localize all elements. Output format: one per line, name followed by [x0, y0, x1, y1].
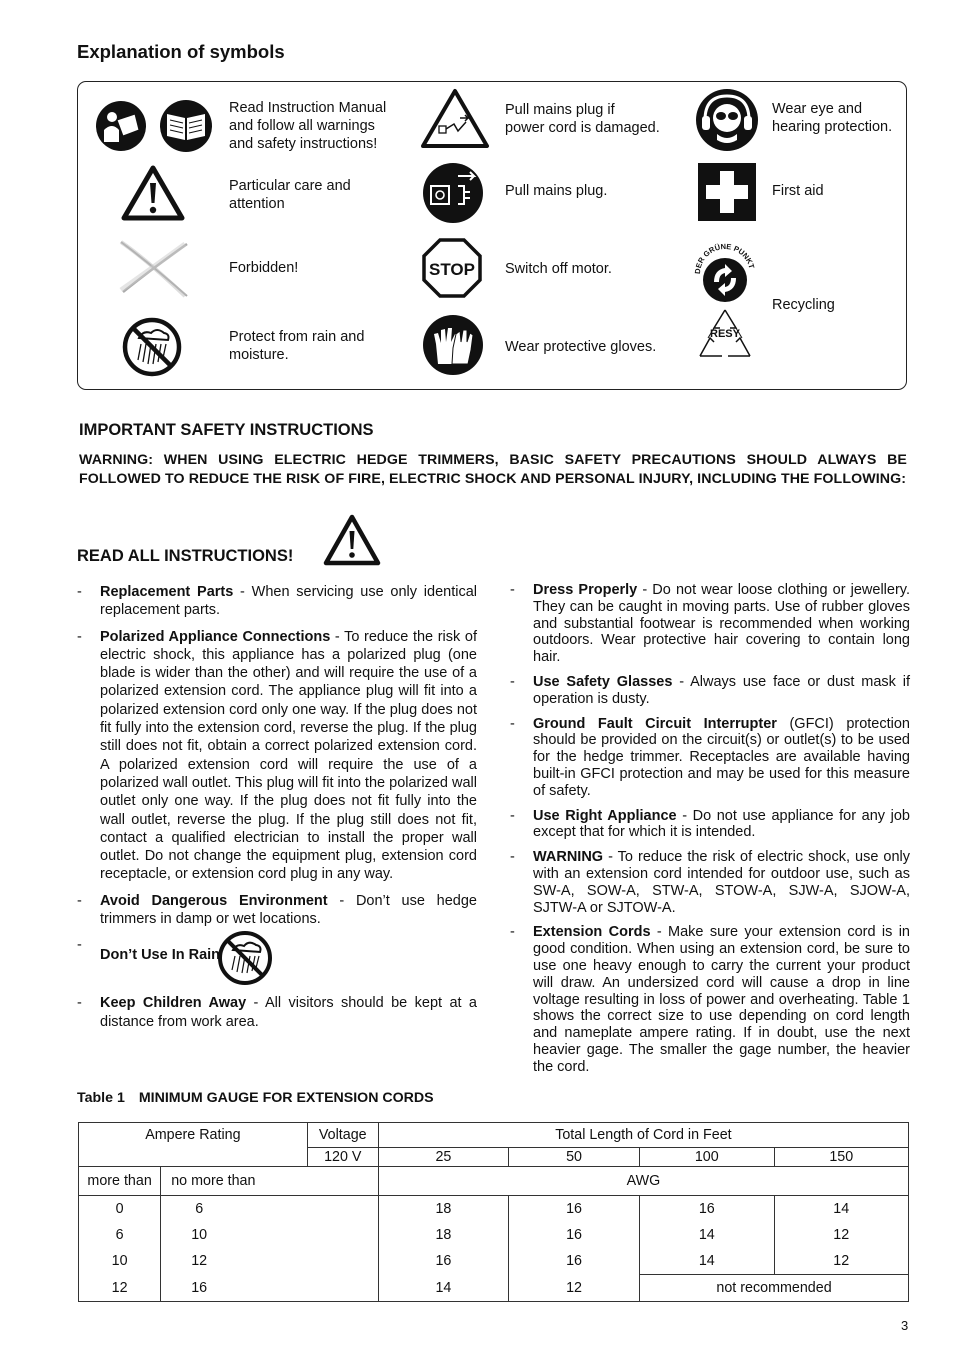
stop-sign-icon — [422, 238, 482, 298]
table-header-row — [79, 1123, 909, 1148]
recycling-label: Recycling — [772, 297, 835, 313]
page-number: 3 — [901, 1318, 909, 1333]
item-text: - Do not use appliance for any job except that for which it is intended. — [533, 807, 910, 841]
gauge-table — [78, 1122, 909, 1302]
important-title: IMPORTANT SAFETY INSTRUCTIONS — [79, 421, 374, 439]
item-text: - Always use face or dust mask if operation is dusty. — [533, 673, 910, 707]
warning-paragraph: WARNING: WHEN USING ELECTRIC HEDGE TRIMMERS, BASIC SAFETY PRECAUTIONS SHOULD ALWAYS BE FOLLOWED TO REDUCE THE RISK OF FIRE, ELECTRIC SHOCK AND PERSONAL INJURY, INCLUDING THE FOLLOWING: — [79, 452, 907, 487]
table-subheader-row — [79, 1167, 909, 1196]
list-item — [510, 716, 910, 800]
table-caption-text: MINIMUM GAUGE FOR EXTENSION CORDS — [138, 1090, 434, 1106]
first-aid-label: First aid — [772, 183, 824, 199]
stop-sign-text: STOP — [429, 260, 475, 279]
no-rain-icon — [121, 316, 183, 378]
list-item — [77, 936, 477, 984]
table-cell: 16 — [378, 1248, 508, 1275]
table-cell: 12 — [774, 1248, 909, 1275]
list-item — [77, 628, 477, 884]
list-item — [510, 808, 910, 842]
item-text: - When servicing use only identical replacement parts. — [100, 584, 477, 619]
item-title: Dress Properly — [533, 582, 638, 598]
item-title: Avoid Dangerous Environment — [100, 892, 328, 909]
warning-triangle-icon — [121, 165, 185, 221]
table-cell: 16 — [508, 1222, 639, 1248]
item-text: - To reduce the risk of electric shock, this appliance has a polarized plug (one blade is wider than the other) and will require the use of a polarized extension cord. The appliance plug will fit into a polarized extension cord only one way. If the plug does not fit fully into the extension cord, reverse the plug. If the plug still does not fit, obtain a correct polarized extension cord. A polarized extension cord will require the use of a polarized wall outlet. This plug will fit into the polarized wall outlet only one way. If the plug does not fit fully into the wall outlet, reverse the plug. If the plug still does not fit, contact a qualified electrician to install the proper wall outlet. Do not change the equipment plug, extension cord receptacle, or extension cord plug in any way. — [100, 628, 477, 883]
table-cell: 18 — [378, 1196, 508, 1223]
item-text: - Don’t use hedge trimmers in damp or wet locations. — [100, 892, 477, 928]
gruene-punkt-text: DER GRÜNE PUNKT — [692, 242, 757, 275]
table-cell: 10 — [161, 1222, 379, 1248]
right-instruction-list — [510, 582, 910, 1084]
list-item — [510, 582, 910, 666]
section-title: Explanation of symbols — [77, 41, 285, 62]
eye-hearing-protection-icon — [695, 88, 759, 152]
header-total-length: Total Length of Cord in Feet — [378, 1123, 908, 1148]
table-row — [79, 1196, 909, 1223]
rain-label: Protect from rain and moisture. — [229, 329, 365, 363]
table-row — [79, 1248, 909, 1275]
table-cell: 14 — [774, 1196, 909, 1223]
item-text: (GFCI) protection should be provided on the circuit(s) or outlet(s) to be used for the hedge trimmer. Receptacles are available having built-in GFCI protection and may be used for this measure of safety. — [533, 715, 910, 799]
eye-hearing-label: Wear eye and hearing protection. — [772, 101, 893, 135]
table-cell: 18 — [378, 1222, 508, 1248]
list-item — [77, 892, 477, 929]
read-manual-icon — [95, 100, 215, 154]
header-no-more-than: no more than — [161, 1167, 379, 1196]
first-aid-icon — [698, 163, 756, 221]
pull-plug-damaged-label: Pull mains plug if power cord is damaged. — [505, 102, 660, 136]
item-title: Ground Fault Circuit Interrupter — [533, 715, 777, 732]
no-rain-icon — [217, 930, 273, 986]
table-cell: 12 — [508, 1275, 639, 1302]
length-cell: 100 — [640, 1148, 774, 1167]
item-title: Replacement Parts — [100, 584, 234, 600]
table-caption — [77, 1090, 448, 1106]
forbidden-label: Forbidden! — [229, 260, 299, 276]
length-cell: 50 — [508, 1148, 639, 1167]
item-title: Extension Cords — [533, 924, 651, 941]
table-cell: 6 — [161, 1196, 379, 1223]
table-cell: 14 — [378, 1275, 508, 1302]
care-label: Particular care and attention — [229, 178, 351, 212]
length-cell: 25 — [378, 1148, 508, 1167]
table-cell: 12 — [161, 1248, 379, 1275]
damaged-cord-icon — [420, 88, 490, 150]
voltage-cell: 120 V — [307, 1148, 378, 1167]
table-cell: 14 — [640, 1248, 774, 1275]
left-instruction-list — [77, 583, 477, 1039]
header-awg: AWG — [378, 1167, 908, 1196]
resy-recycling-icon — [694, 306, 756, 364]
table-cell: 16 — [508, 1196, 639, 1223]
item-text: - To reduce the risk of electric shock, use only with an extension cord intended for outdoor use, such as SW-A, SOW-A, STW-A, STOW-A, SJW-A, SJOW-A, SJTW-A or SJTOW-A. — [533, 849, 910, 916]
gloves-label: Wear protective gloves. — [505, 339, 657, 355]
switch-off-label: Switch off motor. — [505, 261, 612, 277]
forbidden-cross-icon — [117, 238, 189, 300]
item-title: Use Right Appliance — [533, 807, 677, 824]
table-cell: 12 — [774, 1222, 909, 1248]
table-cell: 14 — [640, 1222, 774, 1248]
item-title: Polarized Appliance Connections — [100, 628, 331, 645]
resy-text: RESY — [710, 328, 740, 340]
item-title: Don’t Use In Rain — [100, 947, 221, 964]
read-all-warning-icon — [323, 514, 381, 566]
item-title: WARNING — [533, 849, 604, 866]
gruene-punkt-icon — [692, 242, 758, 304]
table-cell: 12 — [79, 1275, 161, 1302]
table-cell: 10 — [79, 1248, 161, 1275]
read-manual-label: Read Instruction Manual and follow all warnings and safety instructions! — [229, 100, 387, 152]
table-row — [79, 1222, 909, 1248]
list-item — [77, 583, 477, 620]
pull-plug-label: Pull mains plug. — [505, 183, 608, 199]
item-text: - Make sure your extension cord is in good condition. When using an extension cord, be sure to use one heavy enough to carry the current your product will draw. An undersized cord will cause a drop in line voltage resulting in loss of power and overheating. Table 1 shows the correct size to use depending on cord length and nameplate ampere rating. If in doubt, use the next heavier gage. The smaller the gage number, the heavier the cord. — [533, 924, 910, 1075]
header-more-than: more than — [79, 1167, 161, 1196]
item-title: Keep Children Away — [100, 995, 247, 1012]
header-ampere: Ampere Rating — [79, 1123, 308, 1167]
item-title: Use Safety Glasses — [533, 673, 673, 690]
item-text: - All visitors should be kept at a distance from work area. — [100, 995, 477, 1030]
item-text: - Do not wear loose clothing or jewellery. They can be caught in moving parts. Use of rubber gloves and substantial footwear is recommended when working outdoors. Wear protective hair covering to contain long hair. — [533, 582, 910, 666]
table-cell: 16 — [640, 1196, 774, 1223]
read-all-heading: READ ALL INSTRUCTIONS! — [77, 547, 294, 565]
table-cell: 0 — [79, 1196, 161, 1223]
length-cell: 150 — [774, 1148, 909, 1167]
gloves-icon — [422, 314, 484, 376]
table-cell: 16 — [161, 1275, 379, 1302]
list-item — [510, 924, 910, 1075]
table-cell: not recommended — [640, 1275, 909, 1302]
table-cell: 16 — [508, 1248, 639, 1275]
pull-plug-icon — [422, 162, 484, 224]
list-item — [77, 994, 477, 1031]
table-label: Table 1 — [77, 1090, 125, 1106]
list-item — [510, 849, 910, 916]
list-item — [510, 674, 910, 708]
header-voltage: Voltage — [307, 1123, 378, 1148]
table-row — [79, 1275, 909, 1302]
table-cell: 6 — [79, 1222, 161, 1248]
